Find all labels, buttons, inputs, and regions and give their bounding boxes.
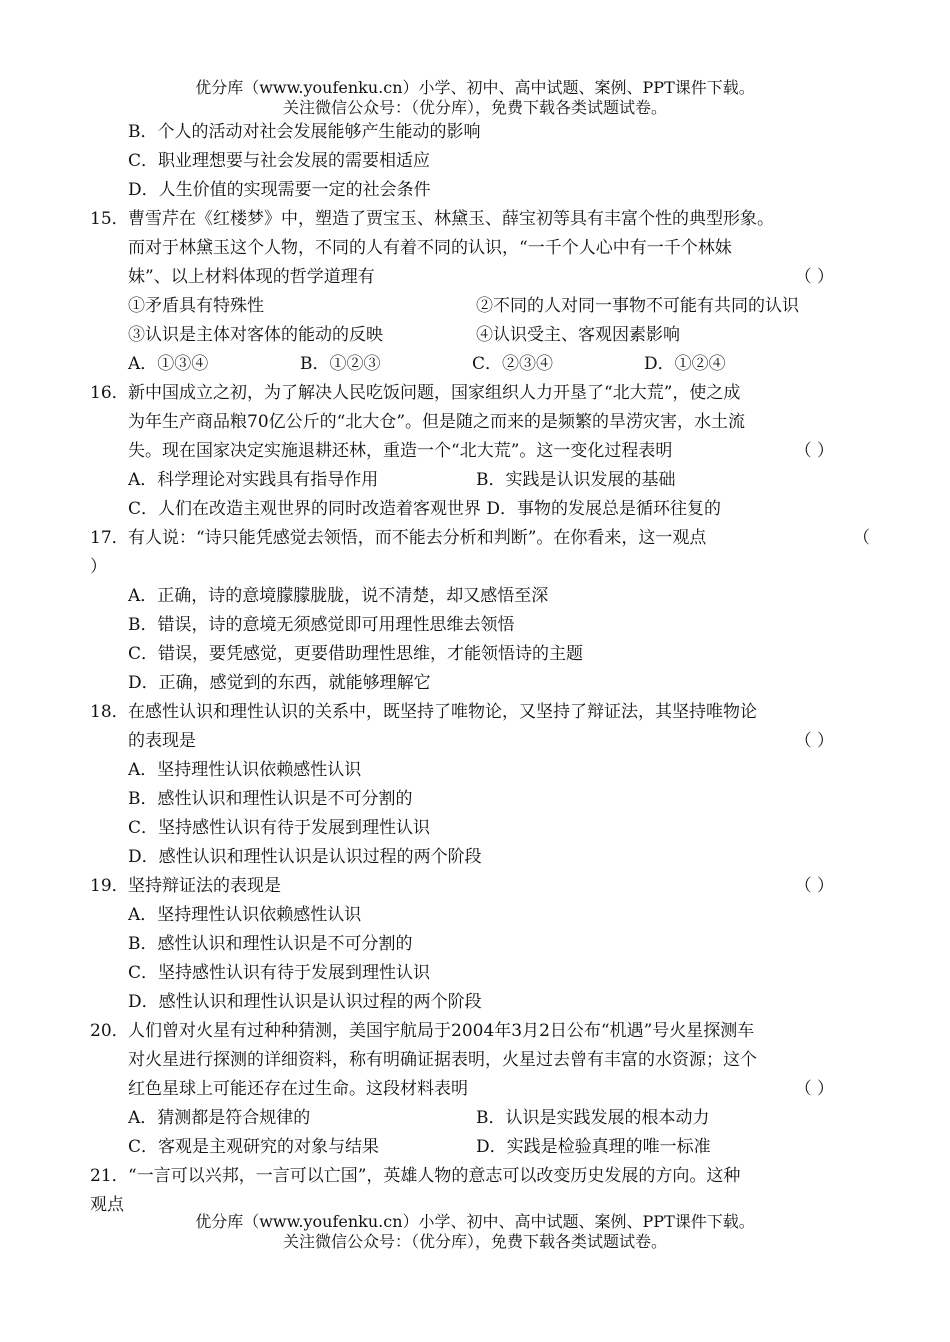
q20-answer-paren: （ ） (794, 1079, 834, 1099)
q16-stem-line-2: 为年生产商品粮70亿公斤的“北大仓”。但是随之而来的是频繁的旱涝灾害，水土流 (128, 412, 746, 432)
q19-option-d: D．感性认识和理性认识是认识过程的两个阶段 (128, 992, 482, 1012)
q17-paren-close: ） (90, 557, 107, 577)
q21-stem-line-1 (90, 1162, 880, 1191)
q18-answer-paren: （ ） (794, 731, 834, 751)
q16-answer-paren: （ ） (794, 441, 834, 461)
q18-stem-line-1 (90, 698, 880, 727)
q15-statements-row-2 (90, 321, 880, 350)
q20-options-row-1 (90, 1104, 880, 1133)
q20-text-1: 人们曾对火星有过种种猜测，美国宇航局于2004年3月2日公布“机遇”号火星探测车 (128, 1021, 755, 1041)
q17-number: 17． (90, 528, 129, 548)
q17-option-a: A．正确，诗的意境朦朦胧胧，说不清楚，却又感悟至深 (128, 586, 549, 606)
q20-option-d: D．实践是检验真理的唯一标准 (476, 1137, 711, 1157)
q15-option-a: A．①③④ (128, 354, 209, 374)
q16-options-row-1 (90, 466, 880, 495)
q20-number: 20． (90, 1021, 129, 1041)
q20-stem-line-2: 对火星进行探测的详细资料，称有明确证据表明，火星过去曾有丰富的水资源；这个 (128, 1050, 757, 1070)
q15-statement-4: ④认识受主、客观因素影响 (476, 325, 680, 345)
q16-number: 16． (90, 383, 129, 403)
header-line-1: 优分库（www.youfenku.cn）小学、初中、高中试题、案例、PPT课件下载。 (195, 78, 755, 97)
q19-text-1: 坚持辩证法的表现是 (128, 876, 281, 896)
q15-statement-3: ③认识是主体对客体的能动的反映 (128, 325, 383, 345)
prev-option-d: D．人生价值的实现需要一定的社会条件 (128, 180, 431, 200)
q19-option-a: A．坚持理性认识依赖感性认识 (128, 905, 362, 925)
q17-option-c: C．错误，要凭感觉，更要借助理性思维，才能领悟诗的主题 (128, 644, 584, 664)
q21-stem-line-2: 观点 (90, 1195, 124, 1215)
q17-paren-open: （ (853, 528, 870, 548)
q16-stem-line-1 (90, 379, 880, 408)
q18-option-d: D．感性认识和理性认识是认识过程的两个阶段 (128, 847, 482, 867)
q15-option-d: D．①②④ (644, 354, 726, 374)
q21-number: 21． (90, 1166, 129, 1186)
q16-option-b: B．实践是认识发展的基础 (476, 470, 676, 490)
q18-number: 18． (90, 702, 129, 722)
q19-stem-line-1 (90, 872, 880, 901)
prev-option-c: C．职业理想要与社会发展的需要相适应 (128, 151, 431, 171)
question-content (90, 118, 880, 1220)
q17-stem-line-1 (90, 524, 880, 553)
q19-option-c: C．坚持感性认识有待于发展到理性认识 (128, 963, 431, 983)
q20-options-row-2 (90, 1133, 880, 1162)
q18-text-2: 的表现是 (128, 731, 196, 751)
q18-option-a: A．坚持理性认识依赖感性认识 (128, 760, 362, 780)
q16-options-row-2: C．人们在改造主观世界的同时改造着客观世界 D．事物的发展总是循环往复的 (128, 499, 722, 519)
q15-stem-line-3 (90, 263, 880, 292)
q18-option-c: C．坚持感性认识有待于发展到理性认识 (128, 818, 431, 838)
q18-text-1: 在感性认识和理性认识的关系中，既坚持了唯物论，又坚持了辩证法，其坚持唯物论 (128, 702, 757, 722)
q19-number: 19． (90, 876, 129, 896)
q15-option-c: C．②③④ (472, 354, 554, 374)
q16-text-3: 失。现在国家决定实施退耕还林，重造一个“北大荒”。这一变化过程表明 (128, 441, 673, 461)
q15-option-b: B．①②③ (300, 354, 381, 374)
q15-statement-1: ①矛盾具有特殊性 (128, 296, 264, 316)
q20-stem-line-3 (90, 1075, 880, 1104)
q17-option-d: D．正确，感觉到的东西，就能够理解它 (128, 673, 431, 693)
q16-stem-line-3 (90, 437, 880, 466)
q20-option-a: A．猜测都是符合规律的 (128, 1108, 311, 1128)
q18-option-b: B．感性认识和理性认识是不可分割的 (128, 789, 413, 809)
q20-stem-line-1 (90, 1017, 880, 1046)
page-footer (0, 1212, 950, 1252)
q16-text-1: 新中国成立之初，为了解决人民吃饭问题，国家组织人力开垦了“北大荒”，使之成 (128, 383, 741, 403)
q19-answer-paren: （ ） (794, 876, 834, 896)
q17-option-b: B．错误，诗的意境无须感觉即可用理性思维去领悟 (128, 615, 515, 635)
q15-number: 15． (90, 209, 129, 229)
q15-answer-paren: （ ） (794, 267, 834, 287)
q17-text-1: 有人说：“诗只能凭感觉去领悟，而不能去分析和判断”。在你看来，这一观点 (128, 528, 707, 548)
footer-line-2: 关注微信公众号：（优分库），免费下载各类试题试卷。 (282, 1232, 667, 1251)
q15-text-1: 曹雪芹在《红楼梦》中，塑造了贾宝玉、林黛玉、薛宝初等具有丰富个性的典型形象。 (128, 209, 774, 229)
q20-text-3: 红色星球上可能还存在过生命。这段材料表明 (128, 1079, 468, 1099)
page-header (0, 78, 950, 118)
q15-stem-line-2: 而对于林黛玉这个人物，不同的人有着不同的认识，“一千个人心中有一千个林妹 (128, 238, 732, 258)
q15-statements-row-1 (90, 292, 880, 321)
q15-options-row (90, 350, 880, 379)
q15-text-3: 妹”、以上材料体现的哲学道理有 (128, 267, 375, 287)
q15-statement-2: ②不同的人对同一事物不可能有共同的认识 (476, 296, 799, 316)
q18-stem-line-2 (90, 727, 880, 756)
q16-option-a: A．科学理论对实践具有指导作用 (128, 470, 379, 490)
q20-option-c: C．客观是主观研究的对象与结果 (128, 1137, 380, 1157)
q19-option-b: B．感性认识和理性认识是不可分割的 (128, 934, 413, 954)
prev-option-b: B．个人的活动对社会发展能够产生能动的影响 (128, 122, 481, 142)
footer-line-1: 优分库（www.youfenku.cn）小学、初中、高中试题、案例、PPT课件下载。 (195, 1212, 755, 1231)
q20-option-b: B．认识是实践发展的根本动力 (476, 1108, 710, 1128)
q21-text-1: “一言可以兴邦，一言可以亡国”，英雄人物的意志可以改变历史发展的方向。这种 (128, 1166, 741, 1186)
q15-stem-line-1 (90, 205, 880, 234)
header-line-2: 关注微信公众号：（优分库），免费下载各类试题试卷。 (282, 98, 667, 117)
